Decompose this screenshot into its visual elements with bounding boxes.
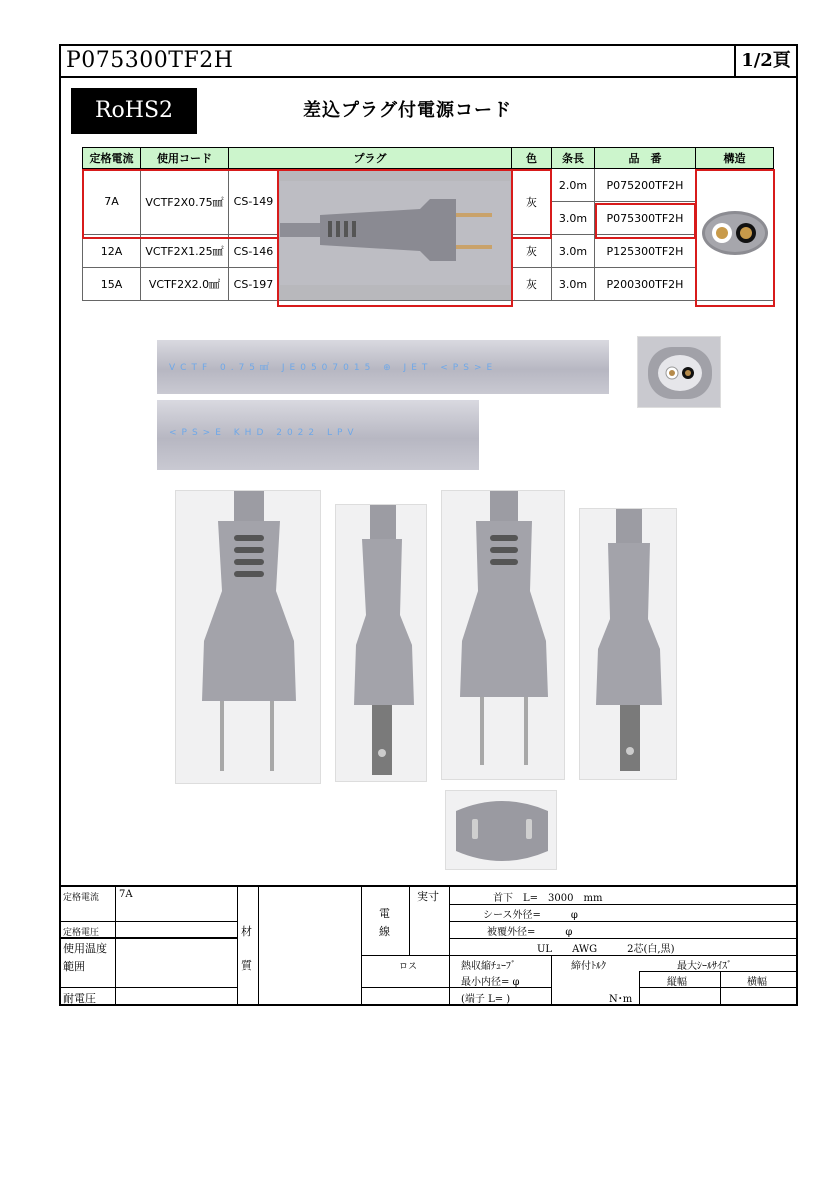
plug-photo	[279, 169, 512, 301]
max-seal-size: 最大ｼｰﾙｻｲｽﾞ	[677, 961, 732, 972]
cell-part-number: P125300TF2H	[595, 235, 696, 268]
plug-front-photo	[175, 490, 321, 784]
cell-part-number: P075200TF2H	[595, 169, 696, 202]
cell-color: 灰	[512, 235, 552, 268]
cell-length: 2.0m	[552, 169, 595, 202]
loss-label: ロス	[399, 962, 418, 972]
plug-side-icon	[336, 505, 427, 782]
cable-end-icon	[638, 337, 721, 408]
cell-current: 12A	[83, 235, 141, 268]
th-cord: 使用コード	[141, 148, 229, 169]
ul-awg: UL AWG 2芯(白,黒)	[537, 944, 675, 955]
material-label-2: 質	[241, 959, 252, 972]
cell-cord: VCTF2X1.25㎟	[141, 235, 229, 268]
th-plug: プラグ	[229, 148, 512, 169]
spec-table	[82, 147, 774, 301]
cell-part-number: P075300TF2H	[595, 202, 696, 235]
cell-current: 7A	[83, 169, 141, 235]
cell-length: 3.0m	[552, 235, 595, 268]
cell-cord: VCTF2X0.75㎟	[141, 169, 229, 235]
rated-voltage-label: 定格電圧	[63, 928, 100, 938]
plug-image	[280, 169, 510, 297]
insulation-outer-diameter: 被覆外径= φ	[487, 927, 573, 938]
cell-plug: CS-146	[229, 235, 279, 268]
cross-section-icon	[699, 198, 771, 268]
heat-shrink-tube: 熱収縮ﾁｭｰﾌﾞ	[461, 961, 516, 972]
cell-length: 3.0m	[552, 268, 595, 301]
title-bar	[61, 46, 796, 78]
cell-length: 3.0m	[552, 202, 595, 235]
rohs-badge: RoHS2	[71, 88, 197, 134]
seal-width: 横幅	[747, 977, 767, 988]
dimension-label: 実寸	[417, 890, 439, 903]
plug-face-icon	[446, 791, 557, 870]
cable-print-2: <PS>E KHD 2022 LPV	[169, 428, 359, 438]
rated-current-label: 定格電流	[63, 893, 100, 903]
withstand-voltage-label: 耐電圧	[63, 992, 96, 1005]
sheath-outer-diameter: シース外径= φ	[483, 910, 578, 921]
cell-color: 灰	[512, 268, 552, 301]
cell-part-number: P200300TF2H	[595, 268, 696, 301]
plug-face-photo	[445, 790, 557, 870]
table-row	[83, 169, 774, 202]
th-part-number: 品 番	[595, 148, 696, 169]
rated-current-value: 7A	[119, 889, 133, 900]
cross-section-photo	[637, 336, 721, 408]
wire-label-2: 線	[379, 925, 390, 938]
temp-range-label-2: 範囲	[63, 960, 85, 973]
th-structure: 構造	[696, 148, 774, 169]
plug-side-icon-2	[580, 509, 677, 780]
drawing-sheet	[59, 44, 798, 1006]
part-number: P075300TF2H	[66, 48, 234, 73]
seal-length: 縦幅	[667, 977, 687, 988]
spec-block	[61, 885, 796, 1004]
crimp-torque: 締付ﾄﾙｸ	[571, 961, 606, 972]
structure-cell	[696, 169, 774, 301]
cable-photo-2	[157, 400, 479, 470]
cell-color: 灰	[512, 169, 552, 235]
cell-current: 15A	[83, 268, 141, 301]
plug-side-photo	[335, 504, 427, 782]
th-color: 色	[512, 148, 552, 169]
document-title: 差込プラグ付電源コード	[303, 100, 512, 121]
min-inner-diameter: 最小内径= φ	[461, 977, 520, 988]
torque-unit: N･m	[609, 994, 633, 1005]
th-length: 条長	[552, 148, 595, 169]
terminal-length: (端子 L= )	[461, 994, 511, 1005]
plug-back-icon	[442, 491, 565, 780]
th-current: 定格電流	[83, 148, 141, 169]
cell-plug: CS-197	[229, 268, 279, 301]
cable-photo-1	[157, 340, 609, 394]
neck-length: 首下 L= 3000 mm	[493, 893, 603, 904]
wire-label-1: 電	[379, 907, 390, 920]
plug-front-icon	[176, 491, 321, 784]
plug-side-photo-2	[579, 508, 677, 780]
page-number: 1/2頁	[734, 46, 796, 76]
cable-print-1: VCTF 0.75㎟ JE0507015 ⊕ JET <PS>E	[169, 363, 498, 373]
cell-plug: CS-149	[229, 169, 279, 235]
material-label-1: 材	[241, 925, 252, 938]
plug-back-photo	[441, 490, 565, 780]
cell-cord: VCTF2X2.0㎟	[141, 268, 229, 301]
temp-range-label-1: 使用温度	[63, 942, 107, 955]
